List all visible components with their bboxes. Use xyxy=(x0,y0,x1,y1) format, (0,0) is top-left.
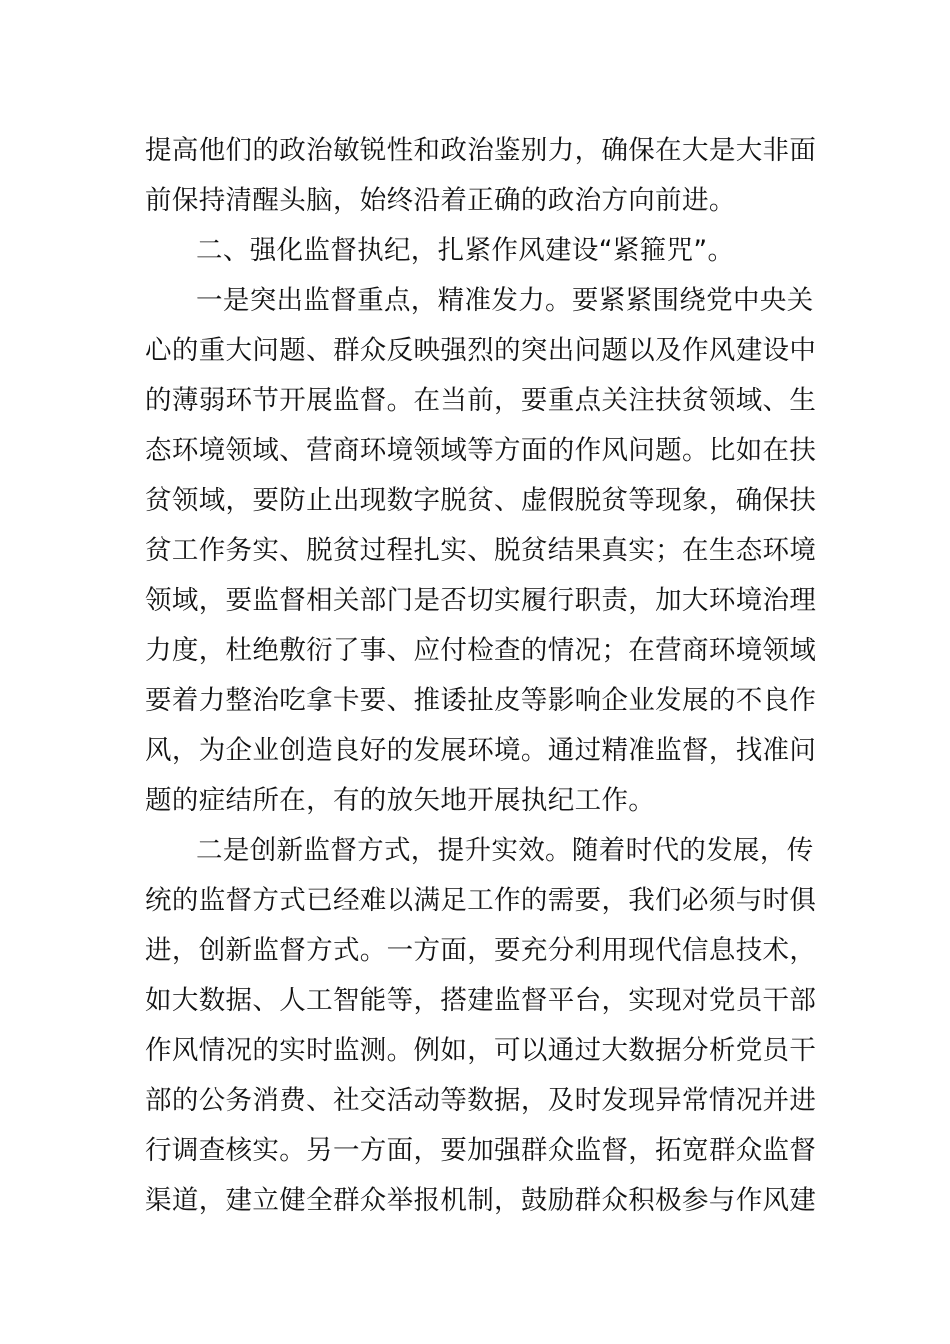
section-heading: 二、强化监督执纪，扎紧作风建设“紧箍咒”。 xyxy=(196,235,735,266)
text-line: 作风情况的实时监测。例如，可以通过大数据分析党员干 xyxy=(145,1035,817,1066)
text-line: 一是突出监督重点，精准发力。要紧紧围绕党中央关 xyxy=(196,285,814,316)
text-line: 部的公务消费、社交活动等数据，及时发现异常情况并进 xyxy=(145,1085,817,1116)
text-line: 二是创新监督方式，提升实效。随着时代的发展，传 xyxy=(196,835,814,866)
text-line: 渠道，建立健全群众举报机制，鼓励群众积极参与作风建 xyxy=(145,1185,817,1216)
text-line: 如大数据、人工智能等，搭建监督平台，实现对党员干部 xyxy=(145,985,817,1016)
text-line: 进，创新监督方式。一方面，要充分利用现代信息技术， xyxy=(145,935,817,966)
text-line: 心的重大问题、群众反映强烈的突出问题以及作风建设中 xyxy=(145,335,817,366)
text-line: 风，为企业创造良好的发展环境。通过精准监督，找准问 xyxy=(145,735,817,766)
text-line: 贫工作务实、脱贫过程扎实、脱贫结果真实；在生态环境 xyxy=(145,535,817,566)
text-line: 行调查核实。另一方面，要加强群众监督，拓宽群众监督 xyxy=(145,1135,817,1166)
text-line: 力度，杜绝敷衍了事、应付检查的情况；在营商环境领域 xyxy=(145,635,817,666)
text-line: 态环境领域、营商环境领域等方面的作风问题。比如在扶 xyxy=(145,435,817,466)
text-line: 提高他们的政治敏锐性和政治鉴别力，确保在大是大非面 xyxy=(145,135,817,166)
text-line: 要着力整治吃拿卡要、推诿扯皮等影响企业发展的不良作 xyxy=(145,685,817,716)
text-line: 前保持清醒头脑，始终沿着正确的政治方向前进。 xyxy=(145,185,736,216)
text-line: 题的症结所在，有的放矢地开展执纪工作。 xyxy=(145,785,656,816)
text-line: 贫领域，要防止出现数字脱贫、虚假脱贫等现象，确保扶 xyxy=(145,485,817,516)
text-line: 的薄弱环节开展监督。在当前，要重点关注扶贫领域、生 xyxy=(145,385,817,416)
text-line: 统的监督方式已经难以满足工作的需要，我们必须与时俱 xyxy=(145,885,817,916)
text-line: 领域，要监督相关部门是否切实履行职责，加大环境治理 xyxy=(145,585,817,616)
